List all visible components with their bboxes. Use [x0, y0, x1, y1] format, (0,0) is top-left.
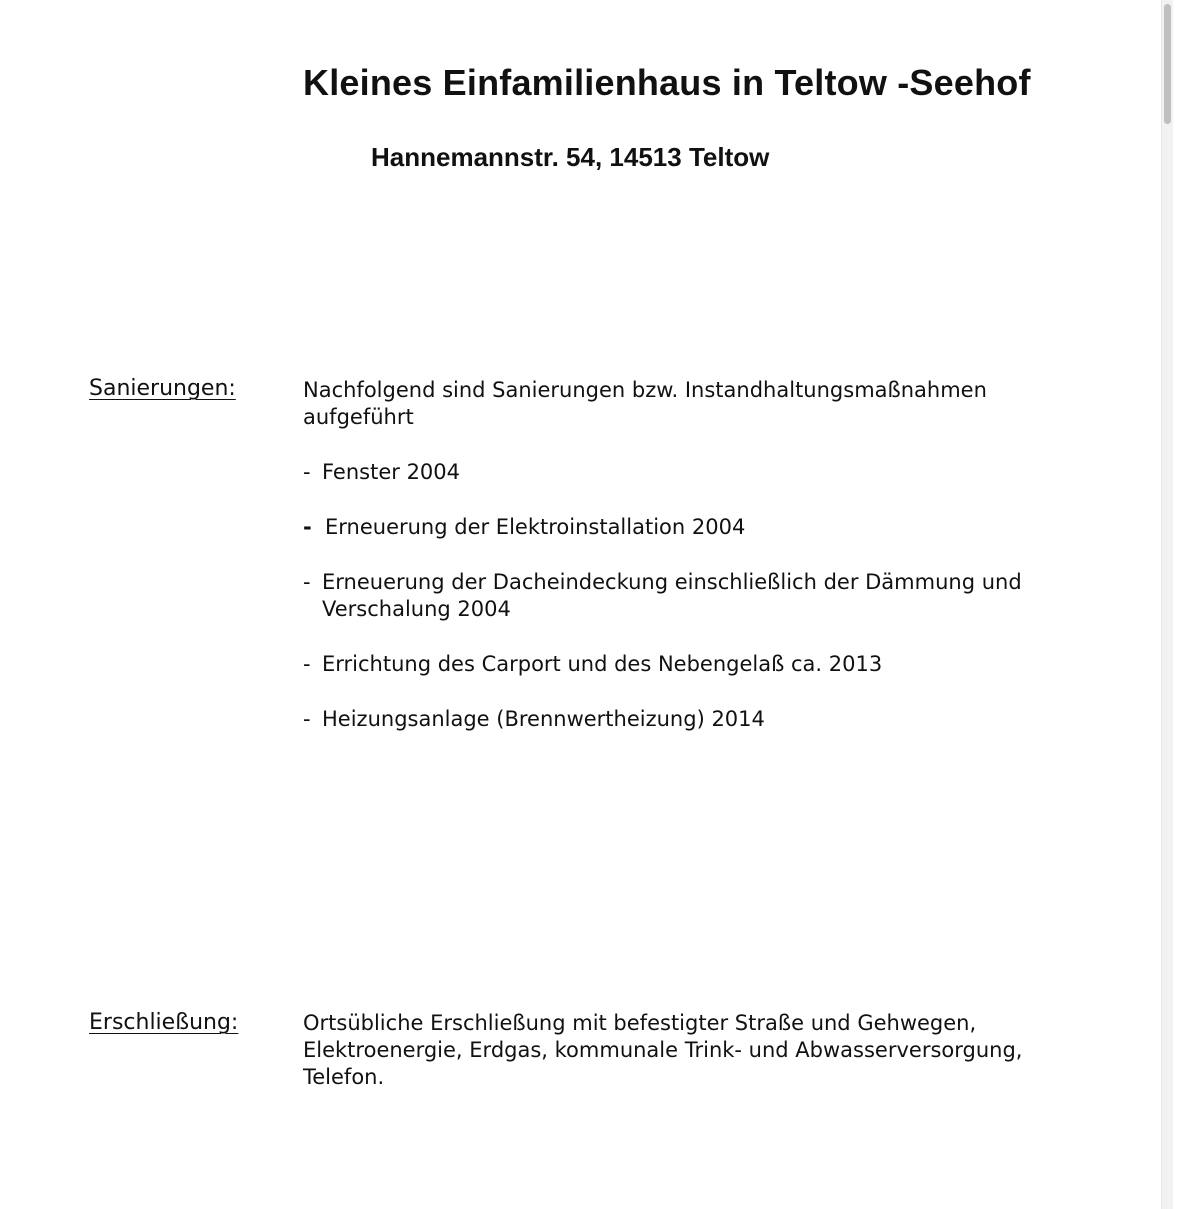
list-dash: -: [303, 707, 311, 731]
erschliessung-text: Ortsübliche Erschließung mit befestigter Straße und Gehwegen, Elektroenergie, Erdgas, kommunale Trink- und Abwasserversorgung, Telefon.: [303, 1011, 1023, 1089]
scrollbar-thumb[interactable]: [1164, 4, 1171, 124]
sanierungen-list: [303, 459, 1063, 761]
section-label-sanierungen: Sanierungen:: [89, 376, 236, 401]
vertical-scrollbar[interactable]: [1161, 0, 1173, 1209]
list-item-text: Fenster 2004: [322, 460, 461, 484]
list-item-text: Heizungsanlage (Brennwertheizung) 2014: [322, 707, 765, 731]
list-item-text: Errichtung des Carport und des Nebengelaß ca. 2013: [322, 652, 883, 676]
list-item: [303, 514, 1063, 541]
section-label-erschliessung: Erschließung:: [89, 1010, 239, 1035]
list-dash: -: [303, 515, 312, 539]
list-item: [303, 651, 1063, 678]
list-item: [303, 569, 1063, 623]
list-item: [303, 706, 1063, 733]
document-title: Kleines Einfamilienhaus in Teltow -Seehof: [303, 62, 1031, 103]
list-item: [303, 459, 1063, 486]
property-address: Hannemannstr. 54, 14513 Teltow: [371, 142, 770, 172]
list-dash: -: [303, 460, 311, 484]
list-item-text: Erneuerung der Dacheindeckung einschließlich der Dämmung und Verschalung 2004: [322, 570, 1022, 621]
list-dash: -: [303, 570, 311, 594]
list-dash: -: [303, 652, 311, 676]
list-item-text: Erneuerung der Elektroinstallation 2004: [325, 515, 746, 539]
sanierungen-intro: Nachfolgend sind Sanierungen bzw. Instandhaltungsmaßnahmen aufgeführt: [303, 378, 987, 429]
